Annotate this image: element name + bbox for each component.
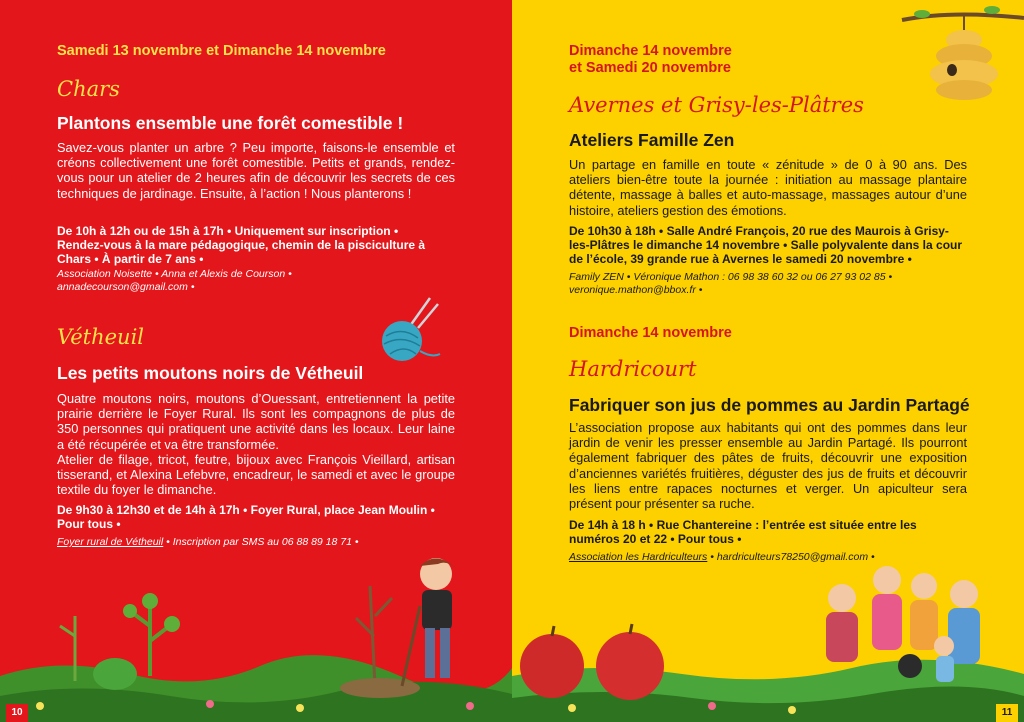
event-info: De 14h à 18 h • Rue Chantereine : l’entrée est située entre les numéros 20 et 22 • Pour tous •	[569, 518, 917, 546]
yarn-ball-icon	[372, 296, 442, 366]
event-date	[569, 43, 869, 77]
event-info: De 9h30 à 12h30 et de 14h à 17h • Foyer Rural, place Jean Moulin • Pour tous •	[57, 503, 435, 531]
contact-link[interactable]: Association les Hardriculteurs	[569, 551, 708, 563]
page-number: 11	[996, 704, 1018, 722]
event-place: Hardricourt	[569, 357, 697, 381]
event-place: Vétheuil	[57, 325, 145, 349]
event-date: Dimanche 14 novembre	[569, 325, 732, 341]
event-contact	[57, 536, 457, 549]
event-info: De 10h30 à 18h • Salle André François, 20 rue des Maurois à Grisy-les-Plâtres le dimanche 14 novembre • Salle polyvalente dans la cour de l’école, 39 grande rue à Avernes le samedi 20 novembre •	[569, 224, 963, 266]
event-description-2: Atelier de filage, tricot, feutre, bijoux avec François Vieillard, artisan tisserand, et Alexina Lefebvre, encadreur, le samedi et avec le groupe textile du foyer le dimanche.	[57, 452, 455, 498]
right-page	[512, 0, 1024, 722]
event-date-line-2: et Samedi 20 novembre	[569, 60, 731, 76]
event-contact: Association Noisette • Anna et Alexis de Courson • annadecourson@gmail.com •	[57, 268, 292, 293]
event-date-line-1: Dimanche 14 novembre	[569, 43, 732, 59]
event-title: Les petits moutons noirs de Vétheuil	[57, 363, 364, 383]
event-description: Un partage en famille en toute « zénitude » de 0 à 90 ans. Des ateliers bien-être toute la journée : initiation au massage plantaire détente, massage à balles et auto-massage, massages autour d’une histoire, ateliers gestion des émotions.	[569, 157, 967, 218]
contact-link[interactable]: Foyer rural de Vétheuil	[57, 536, 164, 548]
event-description: Quatre moutons noirs, moutons d’Ouessant, entretiennent la petite prairie derrière le Foyer Rural. Ils sont les compagnons de plus de 350 personnes qui pratiquent une activité dans les locaux. Leur laine a été récupérée et va être transformée.	[57, 391, 455, 452]
event-date: Samedi 13 novembre et Dimanche 14 novembre	[57, 43, 386, 59]
beehive-illustration	[892, 0, 1024, 105]
page-number: 10	[6, 704, 28, 722]
contact-text: • hardriculteurs78250@gmail.com •	[710, 551, 875, 563]
event-title: Ateliers Famille Zen	[569, 130, 735, 150]
event-title: Fabriquer son jus de pommes au Jardin Partagé	[569, 395, 970, 415]
garden-illustration	[0, 556, 512, 722]
event-contact: Family ZEN • Véronique Mathon : 06 98 38 60 32 ou 06 27 93 02 85 • veronique.mathon@bbox.fr •	[569, 271, 893, 296]
event-description: Savez-vous planter un arbre ? Peu importe, faisons-le ensemble et créons collectivement une forêt comestible. Petits et grands, rendez-vous pour un atelier de 2 heures afin de découvrir les secrets de ces techniques de jardinage. Ensuite, à l’action ! Nous planterons !	[57, 140, 455, 201]
event-info: De 10h à 12h ou de 15h à 17h • Uniquement sur inscription • Rendez-vous à la mare pédagogique, chemin de la pisciculture à Chars • À partir de 7 ans •	[57, 224, 426, 266]
event-place: Avernes et Grisy-les-Plâtres	[569, 93, 864, 117]
event-place: Chars	[57, 77, 120, 101]
event-title: Plantons ensemble une forêt comestible !	[57, 113, 404, 133]
event-description: L’association propose aux habitants qui ont des pommes dans leur jardin de venir les presser ensemble au Jardin Partagé. Ils pourront également fabriquer des pâtes de fruits, découvrir une exposition d’anciennes variétés fruitières, déguster des jus de fruits et découvrir les liens entre rapaces nocturnes et verger. Un apiculteur sera présent pour présenter sa ruche.	[569, 420, 967, 512]
contact-text: • Inscription par SMS au 06 88 89 18 71 •	[166, 536, 359, 548]
orchard-family-illustration	[512, 556, 1024, 722]
